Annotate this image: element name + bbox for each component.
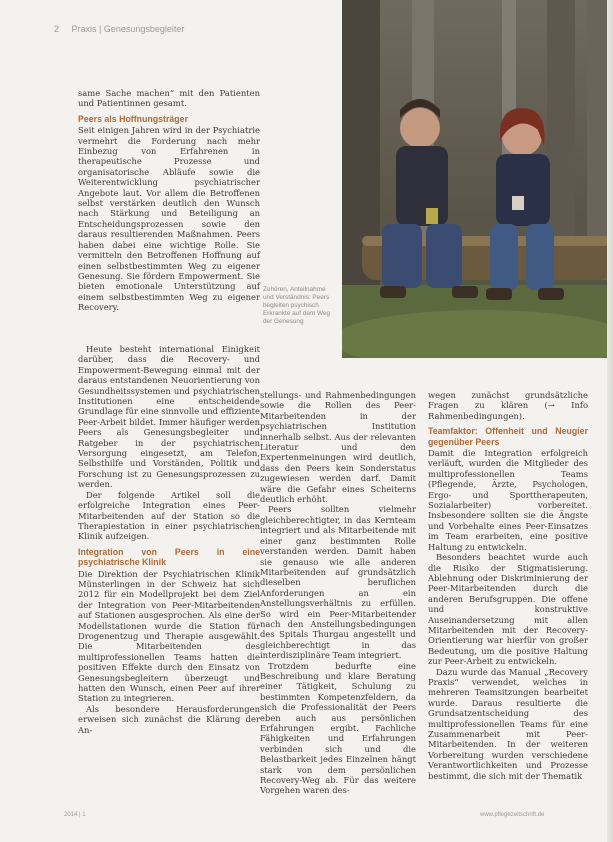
- subheading: Peers als Hoffnungsträger: [78, 113, 188, 124]
- section-label: Praxis | Genesungsbegleiter: [71, 24, 185, 34]
- paragraph: Als besondere Herausforderungen erweisen sich zunächst die Klärung der An-: [78, 703, 260, 735]
- paragraph: Trotzdem bedurfte eine Beschreibung und klare Beratung einer Tätigkeit, Schulung zu bestimmten Kompetenzfeldern, da sich die Professionalität der Peers eben auch aus persönlichen Erfahrungen ergibt. Fachliche Fähigkeiten und Erfahrungen verbinden sich und die Belastbarkeit jedes Einzelnen hängt stark von dem persönlichen Recovery-Weg ab. Für das weitere Vorgehen waren des-: [260, 660, 416, 796]
- paragraph: same Sache machen“ mit den Patienten und Patientinnen gesamt.: [78, 88, 260, 109]
- paragraph: Der folgende Artikel soll die erfolgreiche Integration eines Peer-Mitarbeitenden auf der Station so die Therapiestation in einer psychiatrischen Klinik aufzeigen.: [78, 489, 260, 542]
- page-header: [54, 24, 184, 34]
- paragraph: wegen zunächst grundsätzliche Fragen zu klären (→ Info Rahmenbedingungen).: [428, 390, 588, 421]
- column-3: [428, 390, 588, 781]
- photo-two-people-on-log: [342, 0, 613, 358]
- subheading: Teamfaktor: Offenheit und Neugier gegenüber Peers: [428, 426, 588, 447]
- paragraph: Peers sollten vielmehr gleichberechtigter, in das Kernteam integriert und als Mitarbeitende mit einer ganz bestimmten Rolle verstanden werden. Damit haben sie genauso wie alle anderen Mitarbeitenden auf grundsätzlich dieselben beruflichen Anforderungen an ein Anstellungsverhältnis zu erfüllen. So wird ein Peer-Mitarbeitender nach den Anstellungsbedingungen des Spitals Thurgau angestellt und gleichberechtigt in das interdisziplinäre Team integriert.: [260, 504, 416, 661]
- subheading: Integration von Peers in eine psychiatrische Klinik: [78, 546, 260, 568]
- photo-caption: Zuhören, Anteilnahme und Verständnis: Peers begleiten psychisch Erkrankte auf dem Weg der Genesung: [263, 286, 331, 325]
- paragraph: Besonders beachtet wurde auch die Risiko der Stigmatisierung. Ablehnung oder Diskriminierung der Peer-Mitarbeitenden durch die anderen Berufsgruppen. Die offene und konstruktive Auseinandersetzung mit allen Mitarbeitenden mit der Recovery-Orientierung war hierfür von großer Bedeutung, um die positive Haltung zur Peer-Arbeit zu entwickeln.: [428, 552, 588, 667]
- column-2: [260, 390, 416, 796]
- column-1-top: [78, 88, 260, 313]
- footer-left: 2014 | 1: [64, 812, 86, 818]
- footer-right: www.pflegezeitschrift.de: [480, 812, 545, 818]
- scan-edge: [607, 0, 613, 842]
- paragraph: Damit die Integration erfolgreich verläuft, wurden die Mitglieder des multiprofessionellen Teams (Pflegende, Ärzte, Psychologen, Ergo- und Sporttherapeuten, Sozialarbeiter) vorbereitet. Insbesondere sollten sie die Ängste und Vorbehalte eines Peer-Einsatzes im Team erarbeiten, eine positive Haltung zu entwickeln.: [428, 448, 588, 552]
- paragraph: Dazu wurde das Manual „Recovery Praxis“ verwendet, welches in mehreren Teamsitzungen bearbeitet wurde. Daraus resultierte die Grundsatzentscheidung des multiprofessionellen Teams für eine Zusammenarbeit mit Peer-Mitarbeitenden. In der weiteren Vorbereitung wurden verschiedene Verantwortlichkeiten und Prozesse bestimmt, die sich mit der Thematik: [428, 666, 588, 781]
- page-number: 2: [54, 24, 60, 34]
- column-1-bottom: [78, 344, 260, 735]
- paragraph: Die Direktion der Psychiatrischen Klinik Münsterlingen in der Schweiz hat sich 2012 für ein Modellprojekt bei dem Ziel der Integration von Peer-Mitarbeitenden auf Stationen ausgesprochen. Als eine der Modellstationen wurde die Station für Drogenentzug und Therapie ausgewählt. Die Mitarbeitenden des multiprofessionellen Teams hatten die positiven Effekte durch den Einsatz von Genesungsbegleitern überzeugt und hatten den Wunsch, einen Peer auf ihrer Station zu integrieren.: [78, 568, 260, 704]
- paragraph: Seit einigen Jahren wird in der Psychiatrie vermehrt die Forderung nach mehr Einbezug von Erfahrenen in therapeutische Prozesse und organisatorische Abläufe sowie die Weiterentwicklung psychiatrischer Angebote laut. Vor allem die Betroffenen selbst verstärken deutlich den Wunsch nach Stärkung und Beteiligung an Entscheidungsprozessen sowie den daraus resultierenden Maßnahmen. Peers haben dabei eine wichtige Rolle. Sie vermitteln den Betroffenen Hoffnung auf einen selbstbestimmten Weg zu eigener Genesung. Sie fördern Empowerment. Sie bieten emotionale Unterstützung auf einem selbstbestimmten Weg zu eigener Recovery.: [78, 125, 260, 313]
- article-photo: [342, 0, 613, 358]
- paragraph: stellungs- und Rahmenbedingungen sowie die Rollen des Peer-Mitarbeitenden in der psychiatrischen Institution innerhalb selbst. Aus der relevanten Literatur und den Expertenmeinungen wird deutlich, dass den Peers kein Sonderstatus zugewiesen werden darf. Damit wäre die Gefahr eines Scheiterns deutlich erhöht.: [260, 390, 416, 505]
- paragraph: Heute besteht international Einigkeit darüber, dass die Recovery- und Empowerment-Bewegung einmal mit der daraus entstandenen Neuorientierung von Gesundheitssystemen und psychiatrischen Institutionen eine entscheidende Grundlage für eine sinnvolle und effiziente Peer-Arbeit bildet. Immer häufiger werden Peers als Genesungsbegleiter und Ratgeber in der psychiatrischen Versorgung eingesetzt, am Telefon, Selbsthilfe und Vorständen, Politik und Forschung ist zu Genesungsprozessen zu werden.: [78, 344, 260, 490]
